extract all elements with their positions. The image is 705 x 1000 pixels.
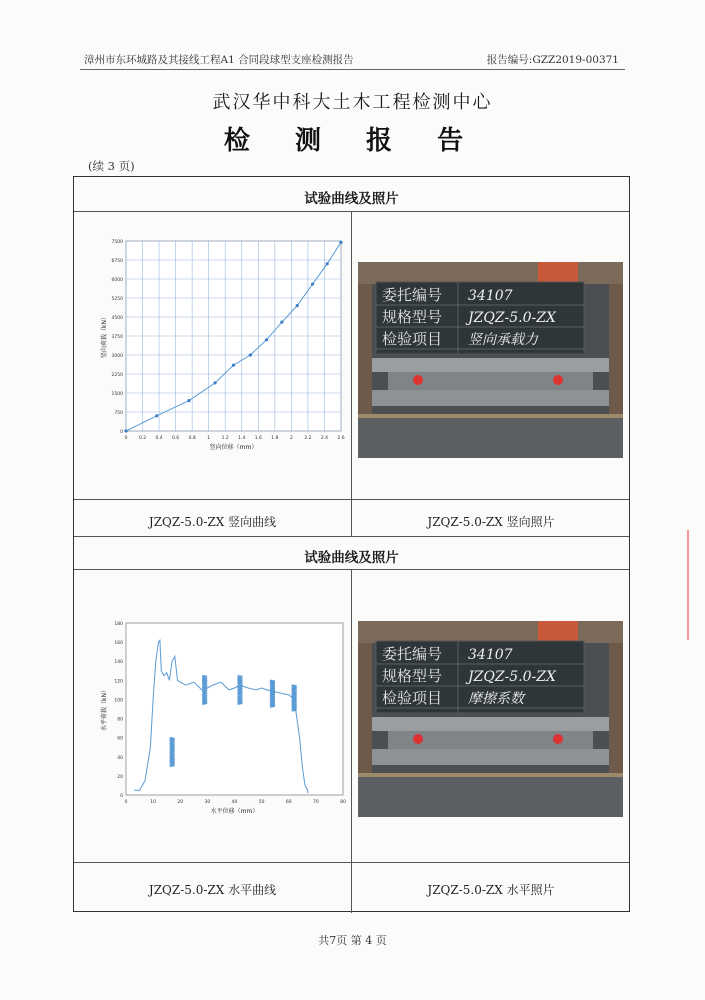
y-tick-label: 180 xyxy=(114,622,123,627)
organization-name: 武汉华中科大土木工程检测中心 xyxy=(212,92,493,113)
horizontal-curve-caption: JZQZ-5.0-ZX 水平曲线 xyxy=(148,883,277,897)
press-column-right xyxy=(609,284,623,414)
x-tick-label: 2 xyxy=(289,436,293,441)
header-report-number: 报告编号:GZZ2019-00371 xyxy=(486,54,619,66)
x-tick-label: 1.2 xyxy=(221,436,229,441)
y-tick-label: 1500 xyxy=(111,392,123,397)
press-top-frame xyxy=(358,621,623,643)
data-point xyxy=(249,353,252,356)
x-tick-label: 20 xyxy=(177,800,184,805)
y-tick-label: 7500 xyxy=(111,240,123,245)
x-tick-label: 40 xyxy=(231,800,238,805)
data-point xyxy=(213,381,216,384)
x-axis-label: 水平位移（mm） xyxy=(210,808,259,815)
vertical-photo-caption: JZQZ-5.0-ZX 竖向照片 xyxy=(427,515,555,529)
y-tick-label: 2250 xyxy=(111,373,123,378)
board-label: 规格型号 xyxy=(382,667,443,685)
x-tick-label: 0.4 xyxy=(155,436,163,441)
press-column-right xyxy=(609,643,623,773)
x-tick-label: 1.6 xyxy=(254,436,262,441)
x-tick-label: 2.2 xyxy=(304,436,312,441)
x-tick-label: 0.8 xyxy=(188,436,196,441)
x-tick-label: 50 xyxy=(258,800,265,805)
x-tick-label: 30 xyxy=(204,800,211,805)
gauge-red xyxy=(413,734,423,744)
table-rule xyxy=(74,536,629,537)
board-value: 摩擦系数 xyxy=(468,691,524,707)
press-base xyxy=(358,773,623,817)
x-tick-label: 1.4 xyxy=(238,436,246,441)
press-red-block xyxy=(538,621,578,643)
data-point xyxy=(280,320,283,323)
x-tick-label: 2.4 xyxy=(320,436,329,441)
y-tick-label: 20 xyxy=(117,774,123,780)
board-label: 委托编号 xyxy=(382,645,443,663)
y-tick-label: 3750 xyxy=(111,335,123,340)
report-table xyxy=(73,176,630,912)
gauge-red xyxy=(553,375,563,385)
x-tick-label: 60 xyxy=(285,800,292,805)
board-value: 34107 xyxy=(468,647,513,663)
data-point xyxy=(339,241,342,244)
y-tick-label: 6000 xyxy=(111,278,123,283)
section-title: 试验曲线及照片 xyxy=(304,550,399,566)
board-label: 委托编号 xyxy=(382,286,443,304)
y-tick-label: 0 xyxy=(120,794,123,799)
plot-area xyxy=(126,623,343,795)
header-divider xyxy=(80,69,625,70)
bearing-plate-bottom xyxy=(372,390,609,406)
press-base-edge xyxy=(358,773,623,777)
page-footer: 共7页 第 4 页 xyxy=(318,934,387,947)
board-value: 34107 xyxy=(468,288,513,304)
x-tick-label: 0.2 xyxy=(138,436,147,441)
x-tick-label: 2.6 xyxy=(337,436,345,441)
y-tick-label: 100 xyxy=(114,698,123,704)
y-tick-label: 6750 xyxy=(111,259,123,264)
y-tick-label: 3000 xyxy=(111,354,123,359)
board-value: JZQZ-5.0-ZX xyxy=(468,310,556,326)
gauge-red xyxy=(553,734,563,744)
data-point xyxy=(296,304,299,307)
bearing-plate-bottom xyxy=(372,749,609,765)
y-tick-label: 40 xyxy=(117,755,123,761)
press-top-frame xyxy=(358,262,623,284)
data-point xyxy=(232,364,235,367)
data-point xyxy=(265,338,268,341)
y-tick-label: 80 xyxy=(117,717,123,723)
vertical-test-photo xyxy=(358,262,623,458)
report-title: 检 测 报 告 xyxy=(223,126,482,156)
table-column-divider xyxy=(351,211,352,536)
x-tick-label: 70 xyxy=(313,800,319,805)
x-tick-label: 80 xyxy=(340,800,346,805)
header-project-name: 漳州市东环城路及其接线工程A1 合同段球型支座检测报告 xyxy=(84,54,354,66)
horizontal-photo-caption: JZQZ-5.0-ZX 水平照片 xyxy=(427,883,555,897)
data-point xyxy=(124,429,127,432)
page-continued-label: (续 3 页) xyxy=(88,159,135,173)
data-point xyxy=(326,262,329,265)
y-tick-label: 160 xyxy=(114,641,123,647)
board-value: JZQZ-5.0-ZX xyxy=(468,669,556,685)
board-label: 规格型号 xyxy=(382,308,443,326)
x-tick-label: 0.6 xyxy=(172,436,180,441)
horizontal-test-photo xyxy=(358,621,623,817)
y-tick-label: 750 xyxy=(114,411,123,416)
press-red-block xyxy=(538,262,578,284)
y-axis-label: 水平荷载（kN） xyxy=(101,687,108,731)
y-tick-label: 0 xyxy=(120,430,123,435)
vertical-load-chart xyxy=(84,231,349,461)
bearing-plate-top xyxy=(372,358,609,372)
y-tick-label: 140 xyxy=(114,660,123,666)
x-axis-label: 竖向位移（mm） xyxy=(209,444,258,451)
bearing-plate-top xyxy=(372,717,609,731)
x-tick-label: 0 xyxy=(124,800,128,805)
board-label: 检验项目 xyxy=(382,330,443,348)
horizontal-load-chart xyxy=(84,615,349,825)
x-tick-label: 1.8 xyxy=(271,436,279,441)
data-cluster xyxy=(292,685,297,711)
section-title: 试验曲线及照片 xyxy=(304,191,399,207)
gauge-red xyxy=(413,375,423,385)
stamp-mark xyxy=(687,530,701,640)
data-cluster xyxy=(270,680,275,707)
press-base xyxy=(358,414,623,458)
test-photo-image xyxy=(358,262,623,458)
x-tick-label: 10 xyxy=(150,800,156,805)
table-rule xyxy=(74,499,629,500)
board-label: 检验项目 xyxy=(382,689,443,707)
y-tick-label: 5250 xyxy=(111,297,123,302)
y-tick-label: 120 xyxy=(114,679,123,685)
y-axis-label: 竖向荷载（kN） xyxy=(101,314,108,358)
test-photo-image xyxy=(358,621,623,817)
table-rule xyxy=(74,862,629,863)
data-point xyxy=(155,414,158,417)
data-point xyxy=(187,399,190,402)
y-tick-label: 60 xyxy=(117,736,123,742)
press-base-edge xyxy=(358,414,623,418)
press-column-left xyxy=(358,284,372,414)
board-value: 竖向承载力 xyxy=(468,332,538,348)
y-tick-label: 4500 xyxy=(111,316,123,321)
x-tick-label: 0 xyxy=(124,436,128,441)
data-point xyxy=(311,282,314,285)
press-column-left xyxy=(358,643,372,773)
vertical-curve-caption: JZQZ-5.0-ZX 竖向曲线 xyxy=(148,515,277,529)
x-tick-label: 1 xyxy=(207,436,211,441)
